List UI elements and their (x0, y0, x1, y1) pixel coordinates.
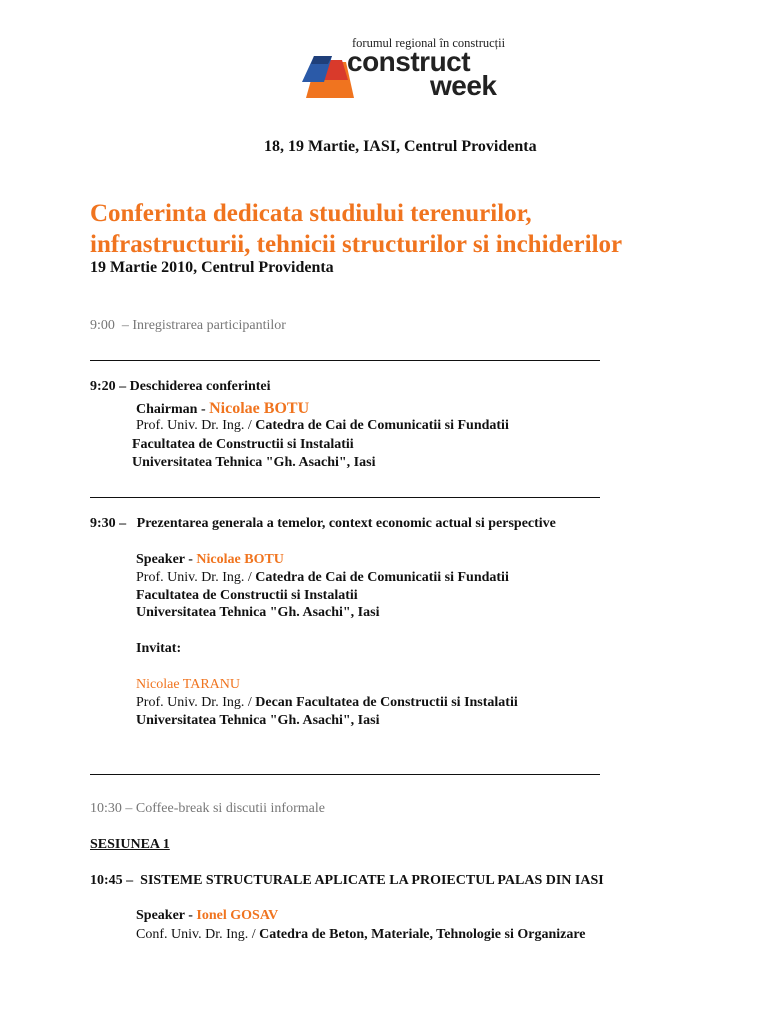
agenda-time: 9:30 – (90, 516, 127, 531)
university: Universitatea Tehnica "Gh. Asachi", Iasi (136, 605, 380, 620)
department: Decan Facultatea de Constructii si Instalatii (255, 695, 518, 710)
speaker-name: Nicolae BOTU (196, 552, 284, 567)
role-label: Chairman - (136, 402, 206, 417)
agenda-time: 10:30 (90, 801, 122, 816)
department: Catedra de Cai de Comunicatii si Fundatii (255, 418, 509, 433)
conference-title-line2: infrastructurii, tehnicii structurilor si inchiderilor (90, 231, 623, 258)
agenda-time: 10:45 – (90, 873, 134, 888)
agenda-text: Prezentarea generala a temelor, context economic actual si perspective (136, 516, 556, 531)
session-label: SESIUNEA 1 (90, 837, 170, 852)
agenda-item-registration (90, 318, 286, 334)
faculty: Facultatea de Constructii si Instalatii (132, 437, 354, 452)
faculty: Facultatea de Constructii si Instalatii (136, 588, 358, 603)
academic-title: Conf. Univ. Dr. Ing. / (136, 927, 256, 942)
agenda-text: – Inregistrarea participantilor (121, 318, 286, 333)
speaker-affiliation (136, 927, 586, 943)
logo-word-week: week (430, 70, 497, 101)
university: Universitatea Tehnica "Gh. Asachi", Iasi (132, 455, 376, 470)
academic-title: Prof. Univ. Dr. Ing. / (136, 418, 252, 433)
construct-week-logo (300, 34, 525, 104)
agenda-item-opening (90, 379, 271, 395)
conference-title-line1: Conferinta dedicata studiului terenurilor, (90, 200, 532, 227)
logo-word-construct: construct (347, 46, 471, 77)
university: Universitatea Tehnica "Gh. Asachi", Iasi (136, 713, 380, 728)
department: Catedra de Cai de Comunicatii si Fundatii (255, 570, 509, 585)
chairman-line (136, 400, 309, 418)
divider-rule (90, 497, 600, 498)
invited-label: Invitat: (136, 641, 182, 656)
speaker-affiliation (136, 570, 509, 586)
divider-rule (90, 360, 600, 361)
logo-tagline: forumul regional în construcții (352, 36, 506, 50)
chairman-name: Nicolae BOTU (209, 400, 310, 417)
divider-rule (90, 774, 600, 775)
agenda-text: SISTEME STRUCTURALE APLICATE LA PROIECTUL PALAS DIN IASI (140, 873, 604, 888)
agenda-time: 9:00 (90, 318, 115, 333)
agenda-item-coffee (90, 801, 325, 817)
academic-title: Prof. Univ. Dr. Ing. / (136, 570, 252, 585)
agenda-text: – Deschiderea conferintei (119, 379, 271, 394)
agenda-item-overview (90, 516, 556, 532)
invited-name: Nicolae TARANU (136, 677, 240, 692)
agenda-time: 9:20 (90, 379, 116, 394)
academic-title: Prof. Univ. Dr. Ing. / (136, 695, 252, 710)
agenda-item-session1 (90, 873, 604, 889)
chairman-affiliation (136, 418, 509, 434)
role-label: Speaker - (136, 908, 193, 923)
conference-date-place: 19 Martie 2010, Centrul Providenta (90, 259, 334, 276)
invited-affiliation (136, 695, 518, 711)
agenda-text: – Coffee-break si discutii informale (125, 801, 325, 816)
department: Catedra de Beton, Materiale, Tehnologie si Organizare (259, 927, 586, 942)
speaker-line (136, 908, 278, 924)
speaker-line (136, 552, 284, 568)
event-dates: 18, 19 Martie, IASI, Centrul Providenta (264, 138, 537, 155)
speaker-name: Ionel GOSAV (196, 908, 279, 923)
role-label: Speaker - (136, 552, 193, 567)
